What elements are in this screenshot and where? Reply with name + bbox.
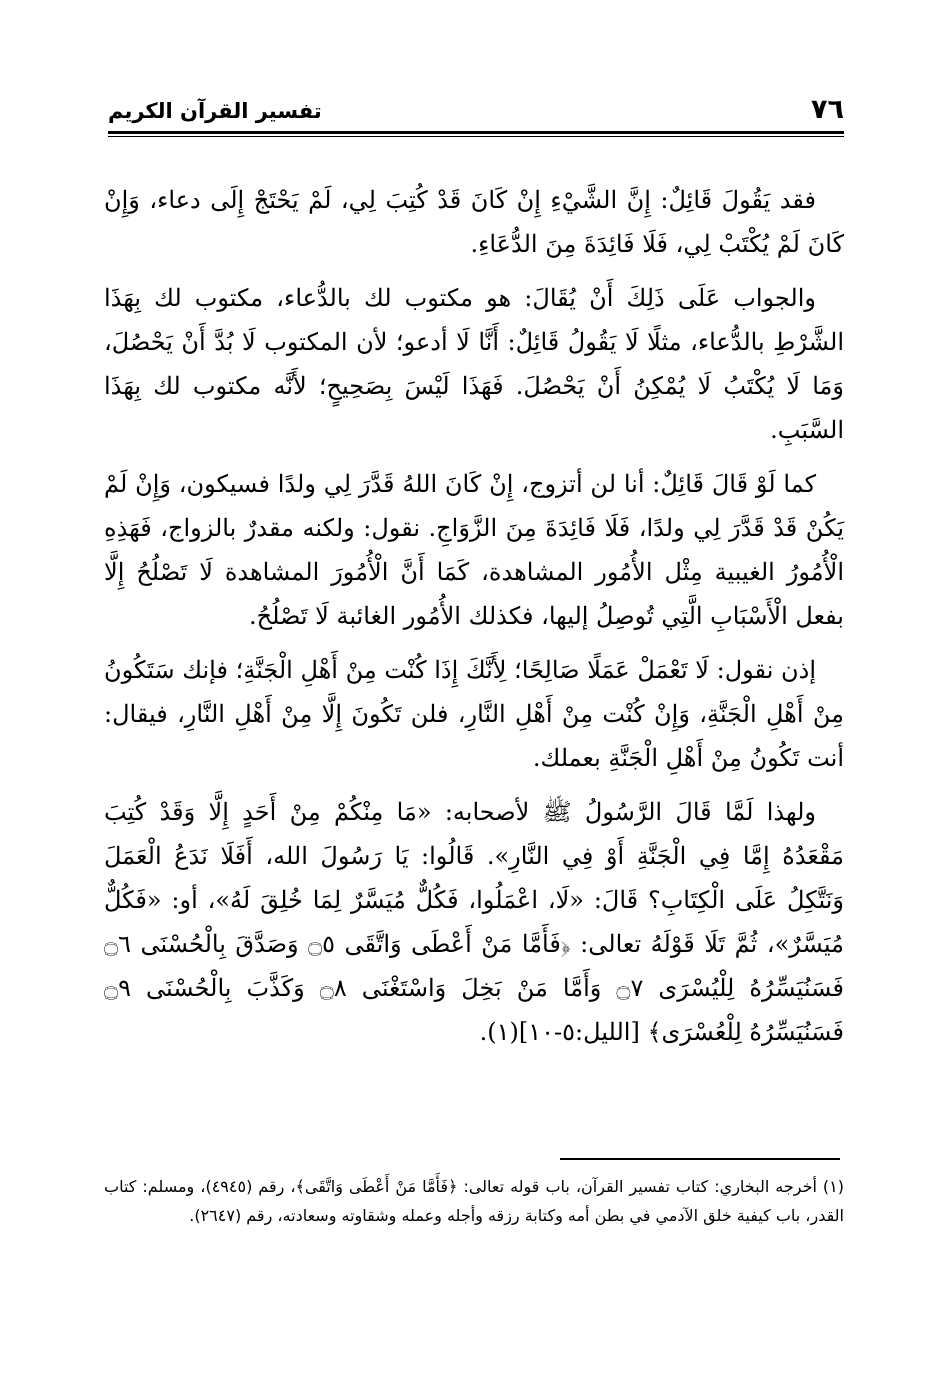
main-text xyxy=(104,178,844,1054)
page-header xyxy=(108,92,844,132)
page-number: ٧٦ xyxy=(811,94,844,125)
paragraph: والجواب عَلَى ذَلِكَ أَنْ يُقَالَ: هو مكتوب لك بالدُّعاء، مكتوب لك بِهَذَا الشَّرْطِ بالدُّعاء، مثلًا لَا يَقُولُ قَائِلٌ: أَنَّا لَا أدعو؛ لأن المكتوب لَا بُدَّ أَنْ يَحْصُلَ، وَمَا لَا يُكْتَبُ لَا يُمْكِنُ أَنْ يَحْصُلَ. فَهَذَا لَيْسَ بِصَحِيحٍ؛ لأَنَّه مكتوب لك بِهَذَا السَّبَبِ. xyxy=(104,284,844,444)
running-title: تفسير القرآن الكريم xyxy=(108,99,322,123)
paragraph: إذن نقول: لَا تَعْمَلْ عَمَلًا صَالِحًا؛ لِأَنَّكَ إِذَا كُنْت مِنْ أَهْلِ الْجَنَّةِ؛ فإنك سَتَكُونُ مِنْ أَهْلِ الْجَنَّةِ، وَإِنْ كُنْت مِنْ أَهْلِ النَّارِ، فلن تَكُونَ إِلَّا مِنْ أَهْلِ النَّارِ، فيقال: أنت تَكُونُ مِنْ أَهْلِ الْجَنَّةِ بعملك. xyxy=(104,656,844,772)
paragraph: فقد يَقُولَ قَائِلٌ: إِنَّ الشَّيْءِ إِنْ كَانَ قَدْ كُتِبَ لِي، لَمْ يَحْتَجْ إِلَى دعاء، وَإِنْ كَانَ لَمْ يُكْتَبْ لِي، فَلَا فَائِدَةَ مِنَ الدُّعَاءِ. xyxy=(104,186,844,258)
header-rule xyxy=(108,131,844,137)
footnote: (١) أخرجه البخاري: كتاب تفسير القرآن، باب قوله تعالى: ﴿فَأَمَّا مَنْ أَعْطَى وَاتَّقَى﴾، رقم (٤٩٤٥)، ومسلم: كتاب القدر، باب كيفية خلق الآدمي في بطن أمه وكتابة رزقه وأجله وعمله وشقاوته وسعادته، رقم (٢٦٤٧). xyxy=(104,1177,844,1225)
footnote-rule xyxy=(560,1158,840,1160)
paragraph: كما لَوْ قَالَ قَائِلٌ: أنا لن أتزوج، إِنْ كَانَ اللهُ قَدَّرَ لِي ولدًا فسيكون، وَإِنْ لَمْ يَكُنْ قَدْ قَدَّرَ لِي ولدًا، فَلَا فَائِدَةَ مِنَ الزَّوَاجِ. نقول: ولكنه مقدرٌ بالزواج، فَهَذِهِ الْأُمُورُ الغيبية مِثْل الأُمُور المشاهدة، كَمَا أَنَّ الْأُمُورَ المشاهدة لَا تَصْلُحُ إِلَّا بفعل الْأَسْبَابِ الَّتِي تُوصِلُ إليها، فكذلك الأُمُور الغائبة لَا تَصْلُحُ. xyxy=(104,470,844,630)
paragraph: ولهذا لَمَّا قَالَ الرَّسُولُ ﷺ لأصحابه: «مَا مِنْكُمْ مِنْ أَحَدٍ إِلَّا وَقَدْ كُتِبَ مَقْعَدُهُ إِمَّا فِي الْجَنَّةِ أَوْ فِي النَّارِ». قَالُوا: يَا رَسُولَ الله، أَفَلَا نَدَعُ الْعَمَلَ وَنَتَّكِلُ عَلَى الْكِتَابِ؟ قَالَ: «لَا، اعْمَلُوا، فَكُلٌّ مُيَسَّرٌ لِمَا خُلِقَ لَهُ»، أو: «فَكُلٌّ مُيَسَّرٌ»، ثُمَّ تَلَا قَوْلَهُ تعالى: ﴿فَأَمَّا مَنْ أَعْطَى وَاتَّقَى ۝٥ وَصَدَّقَ بِالْحُسْنَى ۝٦ فَسَنُيَسِّرُهُ لِلْيُسْرَى ۝٧ وَأَمَّا مَنْ بَخِلَ وَاسْتَغْنَى ۝٨ وَكَذَّبَ بِالْحُسْنَى ۝٩ فَسَنُيَسِّرُهُ لِلْعُسْرَى﴾ [الليل:٥-١٠](١). xyxy=(104,798,844,1046)
